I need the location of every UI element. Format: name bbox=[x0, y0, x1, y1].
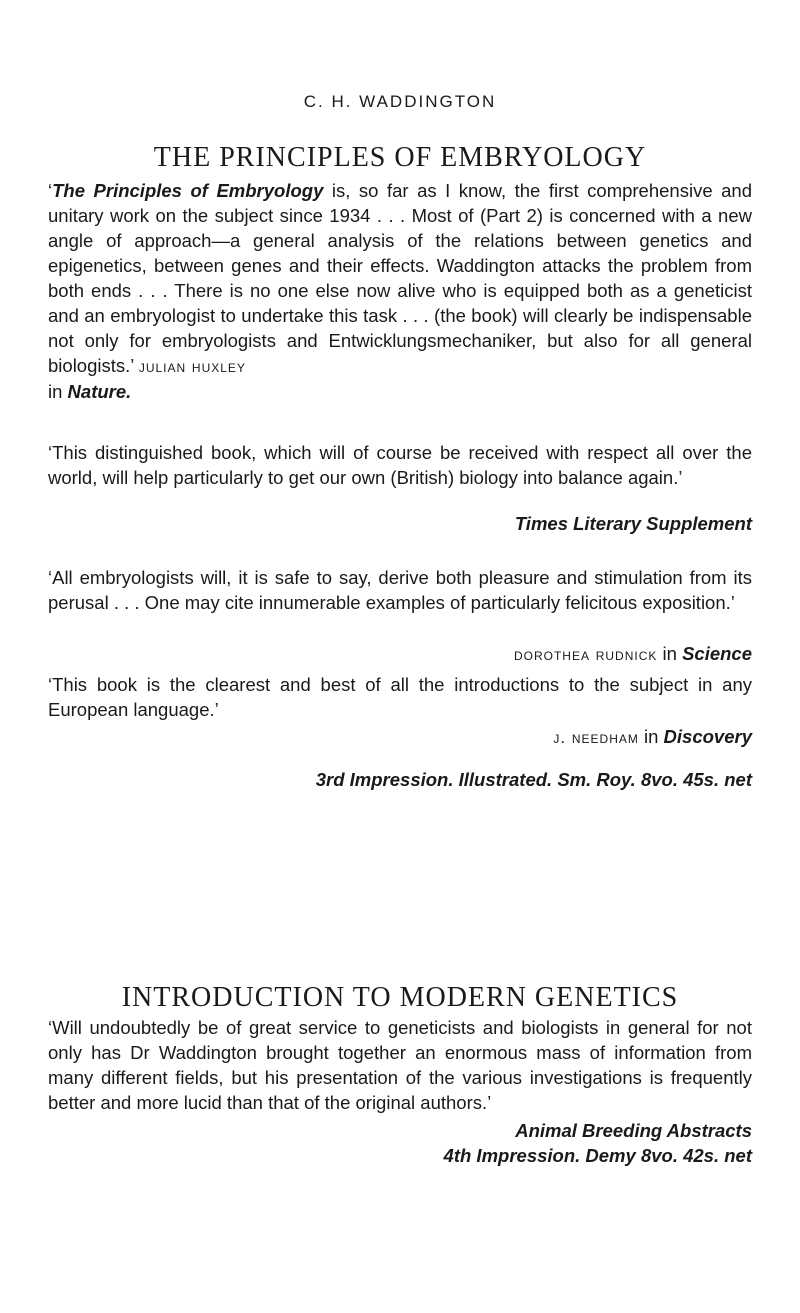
review-source: Science bbox=[682, 643, 752, 664]
attribution-needham bbox=[553, 726, 752, 748]
in-word: in bbox=[638, 726, 664, 747]
reviewer-name: julian huxley bbox=[138, 357, 246, 376]
review-huxley bbox=[48, 178, 752, 404]
review-source: Discovery bbox=[663, 726, 752, 747]
impression-principles: 3rd Impression. Illustrated. Sm. Roy. 8vo. 45s. net bbox=[315, 769, 752, 790]
impression-genetics: 4th Impression. Demy 8vo. 42s. net bbox=[443, 1145, 752, 1166]
review-text: is, so far as I know, the first comprehensive and unitary work on the subject since 1934 . . . Most of (Part 2) is concerned with a new angle of approach—a general analysis of the relations between genetics and epigenetics, between genes and their effects. Waddington attacks the problem from both ends . . . There is no one else now alive who is equipped both as a geneticist and an embryologist to undertake this task . . . (the book) will clearly be indispensable not only for embryologists and Entwicklungsmechaniker, but also for all general biologists.’ bbox=[48, 180, 752, 376]
review-tls: ‘This distinguished book, which will of course be received with respect all over the world, will help particularly to get our own (British) biology into balance again.’ bbox=[48, 442, 752, 488]
reviewer-name: dorothea rudnick bbox=[513, 645, 658, 664]
reviewer-name: j. needham bbox=[553, 728, 639, 747]
review-rudnick: ‘All embryologists will, it is safe to say, derive both pleasure and stimulation from its perusal . . . One may cite innumerable examples of particularly felicitous exposition.’ bbox=[48, 567, 752, 613]
review-source-animal-breeding: Animal Breeding Abstracts bbox=[515, 1120, 752, 1141]
review-source-tls: Times Literary Supplement bbox=[514, 513, 752, 534]
review-needham: ‘This book is the clearest and best of all the introductions to the subject in any European language.’ bbox=[48, 674, 752, 720]
attribution-rudnick bbox=[514, 643, 752, 665]
in-word: in bbox=[48, 381, 68, 402]
open-quote: ‘ bbox=[48, 180, 53, 201]
book-title-genetics: INTRODUCTION TO MODERN GENETICS bbox=[121, 982, 679, 1013]
book-title-principles: THE PRINCIPLES OF EMBRYOLOGY bbox=[153, 142, 647, 173]
review-animal-breeding: ‘Will undoubtedly be of great service to geneticists and biologists in general for not only has Dr Waddington brought together an enormous mass of information from many different fields, but his presentation of the various investigations is frequently better and more lucid than that of the original authors.’ bbox=[48, 1017, 752, 1113]
review-book-name: The Principles of Embryology bbox=[52, 180, 324, 201]
in-word: in bbox=[657, 643, 683, 664]
review-source: Nature. bbox=[67, 381, 132, 402]
author-heading: C. H. WADDINGTON bbox=[303, 92, 497, 111]
